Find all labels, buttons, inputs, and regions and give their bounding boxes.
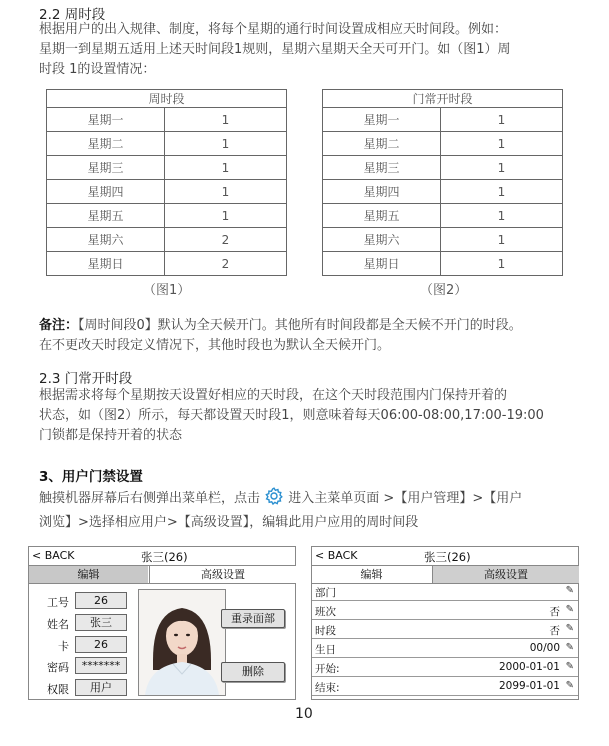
table-row [323,132,563,156]
delete-button[interactable]: 删除 [221,662,285,682]
period-cell: 2 [165,252,287,276]
day-cell: 星期一 [323,108,441,132]
period-cell: 1 [441,132,563,156]
edit-pencil-icon[interactable]: ✎ [565,585,574,596]
day-cell: 星期四 [323,180,441,204]
paragraph-line: 时段 1的设置情况： [39,62,156,77]
field-label: 姓名 [47,618,69,631]
section-2-3-paragraph [39,386,604,446]
day-cell: 星期二 [323,132,441,156]
day-cell: 星期二 [47,132,165,156]
panel-tabs [29,566,295,584]
tab-advanced[interactable]: 高级设置 [432,566,579,583]
tab-advanced[interactable]: 高级设置 [149,566,296,583]
period-cell: 1 [441,252,563,276]
user-advanced-panel [311,546,579,700]
period-cell: 1 [165,204,287,228]
period-cell: 1 [165,156,287,180]
face-image [139,590,225,695]
period-cell: 1 [441,180,563,204]
edit-pencil-icon[interactable]: ✎ [565,642,574,653]
period-cell: 1 [441,108,563,132]
settings-row-label: 生日 [315,644,336,656]
figure-1-caption: （图1） [143,283,191,298]
table-row [47,108,287,132]
section-3-paragraph [39,486,604,533]
paragraph-line: 根据用户的出入规律、制度，将每个星期的通行时间设置成相应天时间段。例如： [39,22,508,37]
tab-edit[interactable]: 编辑 [312,566,431,583]
table-header: 门常开时段 [323,90,563,108]
table-row [47,228,287,252]
table-row [323,228,563,252]
password-field[interactable]: ******* [75,657,127,674]
period-cell: 1 [441,228,563,252]
settings-row-value: 00/00 [529,642,560,654]
paragraph-text: 触摸机器屏幕后右侧弹出菜单栏，点击 [39,491,261,506]
week-period-table [46,89,287,276]
day-cell: 星期三 [323,156,441,180]
panel-header [312,547,578,566]
field-label: 卡 [58,640,69,653]
page-number: 10 [295,706,313,722]
note-line: 在不更改天时段定义情况下，其他时段也为默认全天候开门。 [39,338,391,353]
table-row [323,204,563,228]
edit-pencil-icon[interactable]: ✎ [565,604,574,615]
paragraph-line: 浏览】>选择相应用户>【高级设置】，编辑此用户应用的周时间段 [39,515,419,530]
section-2-2-title: 2.2 周时段 [39,7,106,23]
tab-edit[interactable]: 编辑 [29,566,148,583]
panel-tabs [312,566,578,584]
role-field[interactable]: 用户 [75,679,127,696]
period-cell: 1 [165,132,287,156]
note-label: 备注： [39,318,79,333]
gear-icon [264,486,284,513]
settings-row-label: 班次 [315,606,336,618]
section-3-title: 3、用户门禁设置 [39,469,143,485]
day-cell: 星期三 [47,156,165,180]
panel-header [29,547,295,566]
table-header: 周时段 [47,90,287,108]
card-field[interactable]: 26 [75,636,127,653]
settings-row[interactable] [312,641,578,658]
day-cell: 星期日 [323,252,441,276]
settings-row[interactable] [312,584,578,601]
table-row [47,204,287,228]
name-field[interactable]: 张三 [75,614,127,631]
field-label: 权限 [47,683,69,696]
paragraph-line: 门锁都是保持开着的状态 [39,428,183,443]
paragraph-line: 根据需求将每个星期按天设置好相应的天时段，在这个天时段范围内门保持开着的 [39,388,508,403]
table-row [47,132,287,156]
section-2-3-title: 2.3 门常开时段 [39,371,133,387]
user-edit-panel [28,546,296,700]
day-cell: 星期六 [323,228,441,252]
field-label: 工号 [47,596,69,609]
id-field[interactable]: 26 [75,592,127,609]
settings-row[interactable] [312,622,578,639]
period-cell: 1 [441,204,563,228]
edit-pencil-icon[interactable]: ✎ [565,623,574,634]
settings-row-label: 部门 [315,587,336,599]
settings-row[interactable] [312,603,578,620]
note-line: 【周时间段0】默认为全天候开门。其他所有时间段都是全天候不开门的时段。 [78,318,522,333]
table-row [47,156,287,180]
paragraph-text: 进入主菜单页面 >【用户管理】>【用户 [288,491,523,506]
table-row [323,108,563,132]
user-title: 张三(26) [424,550,471,564]
settings-row[interactable] [312,660,578,677]
edit-pencil-icon[interactable]: ✎ [565,661,574,672]
paragraph-line: 状态，如（图2）所示，每天都设置天时段1，则意味着每天06:00-08:00,17:00-19:00 [39,408,544,423]
table-row [47,180,287,204]
day-cell: 星期日 [47,252,165,276]
field-label: 密码 [47,661,69,674]
period-cell: 1 [441,156,563,180]
period-cell: 1 [165,180,287,204]
period-cell: 1 [165,108,287,132]
settings-row-value: 否 [549,606,560,618]
settings-row-value: 2099-01-01 [498,680,560,692]
settings-row-label: 结束: [315,682,340,694]
settings-row-label: 时段 [315,625,336,637]
day-cell: 星期四 [47,180,165,204]
paragraph-line: 星期一到星期五适用上述天时间段1规则，星期六星期天全天可开门。如（图1）周 [39,42,511,57]
settings-row-value: 2000-01-01 [498,661,560,673]
settings-row-label: 开始: [315,663,340,675]
table-row [323,252,563,276]
settings-row-value: 否 [549,625,560,637]
settings-row[interactable] [312,679,578,696]
user-title: 张三(26) [141,550,188,564]
day-cell: 星期五 [323,204,441,228]
figure-2-caption: （图2） [420,283,468,298]
back-button[interactable]: < BACK [32,549,75,562]
door-open-period-table [322,89,563,276]
section-2-2-paragraph [39,20,599,80]
table-row [323,156,563,180]
period-cell: 2 [165,228,287,252]
day-cell: 星期五 [47,204,165,228]
day-cell: 星期六 [47,228,165,252]
table-row [47,252,287,276]
back-button[interactable]: < BACK [315,549,358,562]
table-row [323,180,563,204]
user-face-photo [138,589,226,696]
reenroll-face-button[interactable]: 重录面部 [221,609,285,628]
day-cell: 星期一 [47,108,165,132]
edit-pencil-icon[interactable]: ✎ [565,680,574,691]
note-block [39,316,604,356]
